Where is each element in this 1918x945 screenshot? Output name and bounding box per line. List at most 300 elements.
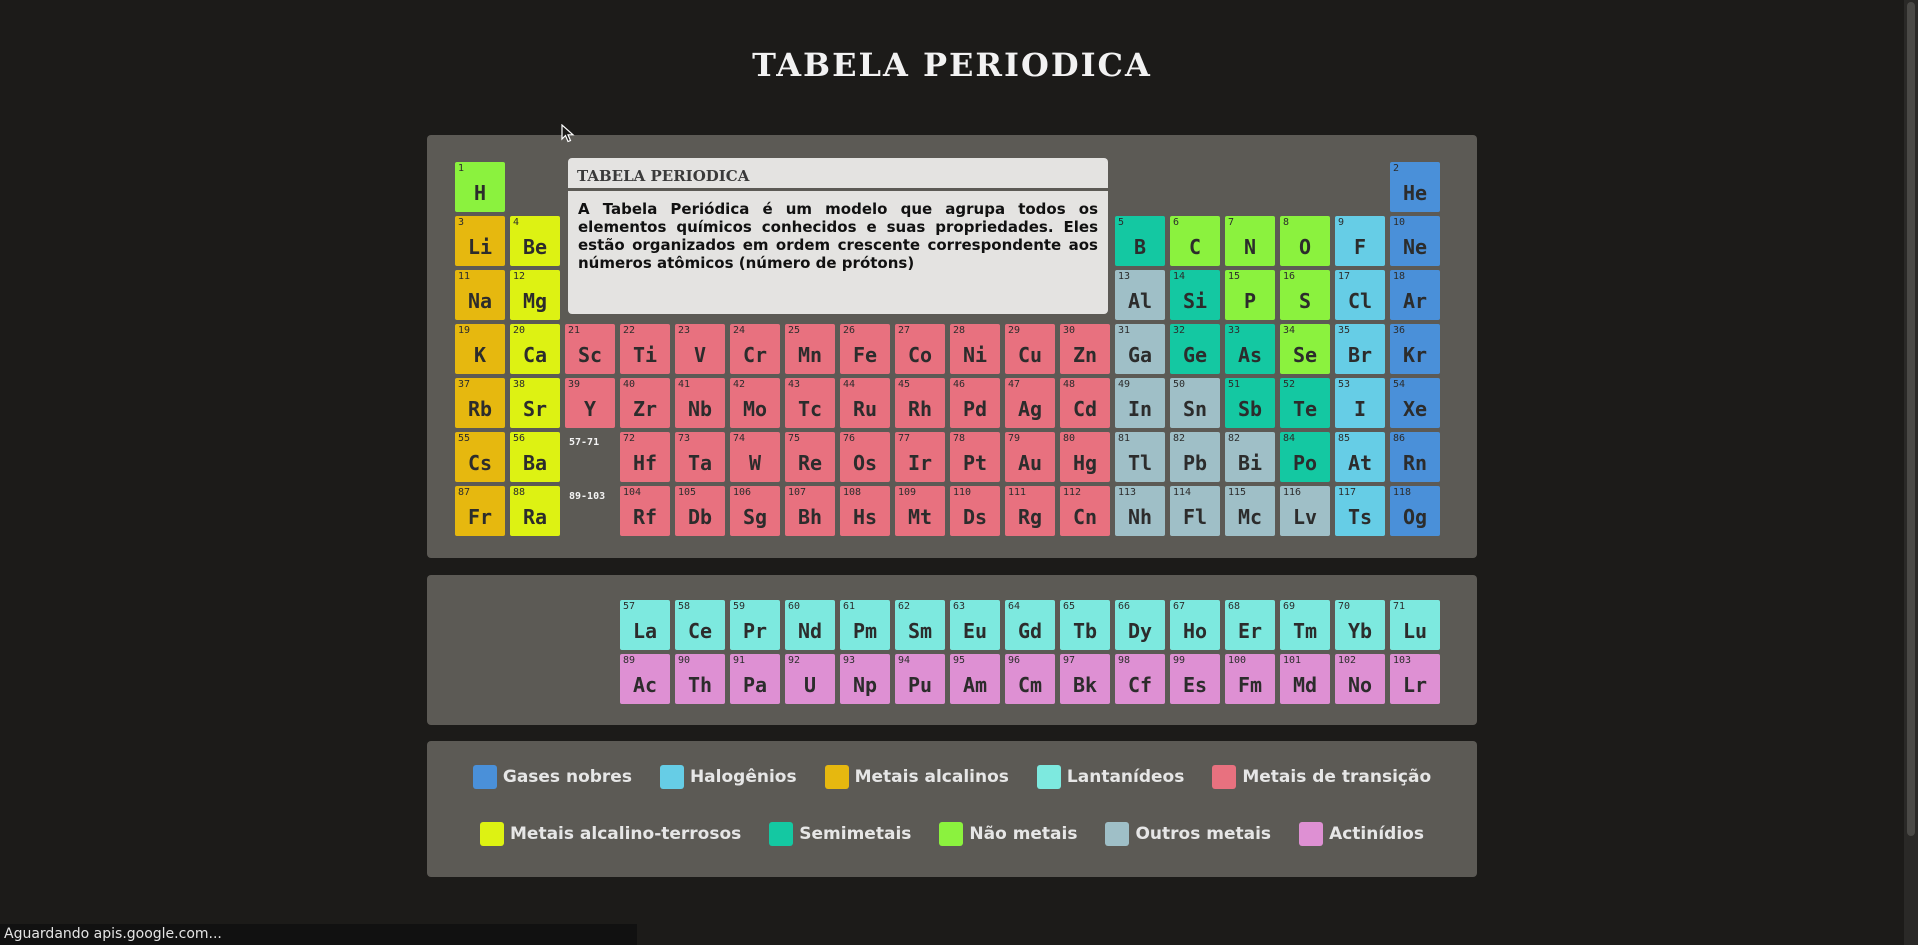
element-fr[interactable] xyxy=(455,486,505,536)
element-sb[interactable] xyxy=(1225,378,1275,428)
element-symbol: Ni xyxy=(962,343,988,367)
element-ti[interactable] xyxy=(620,324,670,374)
legend-label: Actinídios xyxy=(1329,824,1424,844)
legend-label: Outros metais xyxy=(1135,824,1272,844)
element-symbol: Bh xyxy=(797,505,823,529)
element-ac[interactable] xyxy=(620,654,670,704)
element-b[interactable] xyxy=(1115,216,1165,266)
element-po[interactable] xyxy=(1280,432,1330,482)
element-dy[interactable] xyxy=(1115,600,1165,650)
atomic-number: 59 xyxy=(733,601,746,612)
element-la[interactable] xyxy=(620,600,670,650)
atomic-number: 51 xyxy=(1228,379,1241,390)
element-in[interactable] xyxy=(1115,378,1165,428)
element-cu[interactable] xyxy=(1005,324,1055,374)
element-w[interactable] xyxy=(730,432,780,482)
element-ir[interactable] xyxy=(895,432,945,482)
atomic-number: 28 xyxy=(953,325,966,336)
element-bi[interactable] xyxy=(1225,432,1275,482)
element-symbol: Ga xyxy=(1127,343,1153,367)
element-rg[interactable] xyxy=(1005,486,1055,536)
element-al[interactable] xyxy=(1115,270,1165,320)
element-symbol: Md xyxy=(1292,673,1318,697)
atomic-number: 17 xyxy=(1338,271,1351,282)
element-at[interactable] xyxy=(1335,432,1385,482)
atomic-number: 68 xyxy=(1228,601,1241,612)
element-sn[interactable] xyxy=(1170,378,1220,428)
legend-swatch xyxy=(1105,822,1129,846)
atomic-number: 2 xyxy=(1393,163,1400,174)
element-cr[interactable] xyxy=(730,324,780,374)
atomic-number: 80 xyxy=(1063,433,1076,444)
element-symbol: Cr xyxy=(742,343,768,367)
element-symbol: Ge xyxy=(1182,343,1208,367)
element-symbol: Ce xyxy=(687,619,713,643)
element-nd[interactable] xyxy=(785,600,835,650)
element-bk[interactable] xyxy=(1060,654,1110,704)
element-db[interactable] xyxy=(675,486,725,536)
element-fe[interactable] xyxy=(840,324,890,374)
element-ca[interactable] xyxy=(510,324,560,374)
element-sc[interactable] xyxy=(565,324,615,374)
element-symbol: Co xyxy=(907,343,933,367)
element-symbol: Pu xyxy=(907,673,933,697)
atomic-number: 29 xyxy=(1008,325,1021,336)
legend-label: Não metais xyxy=(969,824,1078,844)
atomic-number: 82 xyxy=(1228,433,1241,444)
element-symbol: Ts xyxy=(1347,505,1373,529)
atomic-number: 99 xyxy=(1173,655,1186,666)
vertical-scrollbar[interactable] xyxy=(1904,0,1918,945)
element-symbol: Mg xyxy=(522,289,548,313)
element-na[interactable] xyxy=(455,270,505,320)
legend-swatch xyxy=(825,765,849,789)
element-ge[interactable] xyxy=(1170,324,1220,374)
element-sr[interactable] xyxy=(510,378,560,428)
element-og[interactable] xyxy=(1390,486,1440,536)
atomic-number: 78 xyxy=(953,433,966,444)
element-k[interactable] xyxy=(455,324,505,374)
legend-swatch xyxy=(473,765,497,789)
element-pm[interactable] xyxy=(840,600,890,650)
element-symbol: Sc xyxy=(577,343,603,367)
element-symbol: Mn xyxy=(797,343,823,367)
legend-swatch xyxy=(1212,765,1236,789)
element-cs[interactable] xyxy=(455,432,505,482)
element-hs[interactable] xyxy=(840,486,890,536)
element-symbol: Bk xyxy=(1072,673,1098,697)
element-symbol: Pb xyxy=(1182,451,1208,475)
atomic-number: 61 xyxy=(843,601,856,612)
atomic-number: 77 xyxy=(898,433,911,444)
element-symbol: Db xyxy=(687,505,713,529)
atomic-number: 10 xyxy=(1393,217,1406,228)
atomic-number: 97 xyxy=(1063,655,1076,666)
element-symbol: Ru xyxy=(852,397,878,421)
element-sm[interactable] xyxy=(895,600,945,650)
element-os[interactable] xyxy=(840,432,890,482)
element-symbol: C xyxy=(1188,235,1202,259)
atomic-number: 26 xyxy=(843,325,856,336)
atomic-number: 90 xyxy=(678,655,691,666)
element-ba[interactable] xyxy=(510,432,560,482)
element-symbol: Au xyxy=(1017,451,1043,475)
element-ar[interactable] xyxy=(1390,270,1440,320)
atomic-number: 46 xyxy=(953,379,966,390)
atomic-number: 64 xyxy=(1008,601,1021,612)
element-lr[interactable] xyxy=(1390,654,1440,704)
element-symbol: Al xyxy=(1127,289,1153,313)
element-pd[interactable] xyxy=(950,378,1000,428)
element-symbol: Po xyxy=(1292,451,1318,475)
element-eu[interactable] xyxy=(950,600,1000,650)
atomic-number: 102 xyxy=(1338,655,1357,666)
element-s[interactable] xyxy=(1280,270,1330,320)
atomic-number: 93 xyxy=(843,655,856,666)
element-pr[interactable] xyxy=(730,600,780,650)
element-yb[interactable] xyxy=(1335,600,1385,650)
element-symbol: B xyxy=(1133,235,1147,259)
atomic-number: 8 xyxy=(1283,217,1290,228)
atomic-number: 104 xyxy=(623,487,642,498)
element-symbol: I xyxy=(1353,397,1367,421)
element-symbol: Ar xyxy=(1402,289,1428,313)
atomic-number: 33 xyxy=(1228,325,1241,336)
element-nh[interactable] xyxy=(1115,486,1165,536)
legend-item xyxy=(660,765,797,789)
element-sg[interactable] xyxy=(730,486,780,536)
atomic-number: 112 xyxy=(1063,487,1082,498)
element-md[interactable] xyxy=(1280,654,1330,704)
element-ds[interactable] xyxy=(950,486,1000,536)
atomic-number: 63 xyxy=(953,601,966,612)
element-symbol: Sn xyxy=(1182,397,1208,421)
element-rn[interactable] xyxy=(1390,432,1440,482)
element-symbol: La xyxy=(632,619,658,643)
element-am[interactable] xyxy=(950,654,1000,704)
element-ga[interactable] xyxy=(1115,324,1165,374)
element-hg[interactable] xyxy=(1060,432,1110,482)
atomic-number: 101 xyxy=(1283,655,1302,666)
atomic-number: 12 xyxy=(513,271,526,282)
element-cl[interactable] xyxy=(1335,270,1385,320)
element-ni[interactable] xyxy=(950,324,1000,374)
element-pb[interactable] xyxy=(1170,432,1220,482)
element-rb[interactable] xyxy=(455,378,505,428)
element-ta[interactable] xyxy=(675,432,725,482)
atomic-number: 7 xyxy=(1228,217,1235,228)
element-o[interactable] xyxy=(1280,216,1330,266)
atomic-number: 16 xyxy=(1283,271,1296,282)
atomic-number: 37 xyxy=(458,379,471,390)
actinide-range-label: 89-103 xyxy=(569,491,606,502)
atomic-number: 57 xyxy=(623,601,636,612)
element-symbol: Sm xyxy=(907,619,933,643)
atomic-number: 79 xyxy=(1008,433,1021,444)
atomic-number: 100 xyxy=(1228,655,1247,666)
atomic-number: 92 xyxy=(788,655,801,666)
page-title: TABELA PERIODICA xyxy=(752,46,1152,84)
atomic-number: 49 xyxy=(1118,379,1131,390)
element-symbol: Mc xyxy=(1237,505,1263,529)
element-tm[interactable] xyxy=(1280,600,1330,650)
atomic-number: 103 xyxy=(1393,655,1412,666)
element-ts[interactable] xyxy=(1335,486,1385,536)
element-si[interactable] xyxy=(1170,270,1220,320)
element-u[interactable] xyxy=(785,654,835,704)
element-symbol: Mt xyxy=(907,505,933,529)
element-symbol: Fm xyxy=(1237,673,1263,697)
element-symbol: F xyxy=(1353,235,1367,259)
element-nb[interactable] xyxy=(675,378,725,428)
element-co[interactable] xyxy=(895,324,945,374)
legend-label: Metais alcalino-terrosos xyxy=(510,824,742,844)
element-zr[interactable] xyxy=(620,378,670,428)
atomic-number: 71 xyxy=(1393,601,1406,612)
atomic-number: 20 xyxy=(513,325,526,336)
element-symbol: Hs xyxy=(852,505,878,529)
atomic-number: 44 xyxy=(843,379,856,390)
element-p[interactable] xyxy=(1225,270,1275,320)
element-re[interactable] xyxy=(785,432,835,482)
element-symbol: Nb xyxy=(687,397,713,421)
atomic-number: 4 xyxy=(513,217,520,228)
element-ce[interactable] xyxy=(675,600,725,650)
atomic-number: 1 xyxy=(458,163,465,174)
element-symbol: Np xyxy=(852,673,878,697)
element-symbol: Os xyxy=(852,451,878,475)
element-pu[interactable] xyxy=(895,654,945,704)
legend-panel xyxy=(427,741,1477,877)
atomic-number: 5 xyxy=(1118,217,1125,228)
atomic-number: 42 xyxy=(733,379,746,390)
element-be[interactable] xyxy=(510,216,560,266)
element-symbol: Tb xyxy=(1072,619,1098,643)
legend-swatch xyxy=(1299,822,1323,846)
atomic-number: 43 xyxy=(788,379,801,390)
atomic-number: 41 xyxy=(678,379,691,390)
atomic-number: 82 xyxy=(1173,433,1186,444)
element-symbol: P xyxy=(1243,289,1257,313)
element-symbol: Lr xyxy=(1402,673,1428,697)
atomic-number: 116 xyxy=(1283,487,1302,498)
element-ho[interactable] xyxy=(1170,600,1220,650)
atomic-number: 38 xyxy=(513,379,526,390)
element-cn[interactable] xyxy=(1060,486,1110,536)
element-as[interactable] xyxy=(1225,324,1275,374)
element-ne[interactable] xyxy=(1390,216,1440,266)
element-symbol: Fr xyxy=(467,505,493,529)
element-se[interactable] xyxy=(1280,324,1330,374)
atomic-number: 73 xyxy=(678,433,691,444)
element-hf[interactable] xyxy=(620,432,670,482)
element-rh[interactable] xyxy=(895,378,945,428)
atomic-number: 6 xyxy=(1173,217,1180,228)
element-mn[interactable] xyxy=(785,324,835,374)
atomic-number: 98 xyxy=(1118,655,1131,666)
element-symbol: At xyxy=(1347,451,1373,475)
element-symbol: Lv xyxy=(1292,505,1318,529)
element-c[interactable] xyxy=(1170,216,1220,266)
atomic-number: 76 xyxy=(843,433,856,444)
element-cm[interactable] xyxy=(1005,654,1055,704)
element-mg[interactable] xyxy=(510,270,560,320)
legend-swatch xyxy=(769,822,793,846)
element-symbol: Rh xyxy=(907,397,933,421)
atomic-number: 36 xyxy=(1393,325,1406,336)
element-symbol: Pr xyxy=(742,619,768,643)
element-symbol: Ta xyxy=(687,451,713,475)
legend-swatch xyxy=(1037,765,1061,789)
element-symbol: Na xyxy=(467,289,493,313)
atomic-number: 91 xyxy=(733,655,746,666)
element-tb[interactable] xyxy=(1060,600,1110,650)
atomic-number: 34 xyxy=(1283,325,1296,336)
element-symbol: Ho xyxy=(1182,619,1208,643)
element-ra[interactable] xyxy=(510,486,560,536)
atomic-number: 74 xyxy=(733,433,746,444)
element-np[interactable] xyxy=(840,654,890,704)
element-symbol: Cl xyxy=(1347,289,1373,313)
element-symbol: Ba xyxy=(522,451,548,475)
element-tl[interactable] xyxy=(1115,432,1165,482)
element-mo[interactable] xyxy=(730,378,780,428)
atomic-number: 19 xyxy=(458,325,471,336)
element-symbol: Rg xyxy=(1017,505,1043,529)
legend-item xyxy=(939,822,1077,846)
element-symbol: Rf xyxy=(632,505,658,529)
element-th[interactable] xyxy=(675,654,725,704)
element-symbol: Am xyxy=(962,673,988,697)
element-symbol: Es xyxy=(1182,673,1208,697)
element-lu[interactable] xyxy=(1390,600,1440,650)
element-symbol: Hg xyxy=(1072,451,1098,475)
element-f[interactable] xyxy=(1335,216,1385,266)
element-te[interactable] xyxy=(1280,378,1330,428)
atomic-number: 75 xyxy=(788,433,801,444)
atomic-number: 18 xyxy=(1393,271,1406,282)
status-bar: Aguardando apis.google.com... xyxy=(0,924,637,945)
element-mc[interactable] xyxy=(1225,486,1275,536)
element-symbol: Ac xyxy=(632,673,658,697)
element-no[interactable] xyxy=(1335,654,1385,704)
element-bh[interactable] xyxy=(785,486,835,536)
atomic-number: 30 xyxy=(1063,325,1076,336)
element-xe[interactable] xyxy=(1390,378,1440,428)
element-rf[interactable] xyxy=(620,486,670,536)
scrollbar-thumb[interactable] xyxy=(1907,2,1915,836)
element-i[interactable] xyxy=(1335,378,1385,428)
element-symbol: Pa xyxy=(742,673,768,697)
element-pa[interactable] xyxy=(730,654,780,704)
element-symbol: Ir xyxy=(907,451,933,475)
element-li[interactable] xyxy=(455,216,505,266)
element-symbol: Sg xyxy=(742,505,768,529)
element-symbol: Te xyxy=(1292,397,1318,421)
element-he[interactable] xyxy=(1390,162,1440,212)
atomic-number: 110 xyxy=(953,487,972,498)
element-symbol: Tm xyxy=(1292,619,1318,643)
atomic-number: 35 xyxy=(1338,325,1351,336)
atomic-number: 69 xyxy=(1283,601,1296,612)
element-zn[interactable] xyxy=(1060,324,1110,374)
element-symbol: Eu xyxy=(962,619,988,643)
element-symbol: Bi xyxy=(1237,451,1263,475)
legend-item xyxy=(1212,765,1431,789)
atomic-number: 58 xyxy=(678,601,691,612)
element-cd[interactable] xyxy=(1060,378,1110,428)
element-symbol: Ag xyxy=(1017,397,1043,421)
element-ru[interactable] xyxy=(840,378,890,428)
element-es[interactable] xyxy=(1170,654,1220,704)
atomic-number: 3 xyxy=(458,217,465,228)
info-heading: TABELA PERIODICA xyxy=(568,158,1108,191)
atomic-number: 81 xyxy=(1118,433,1131,444)
element-br[interactable] xyxy=(1335,324,1385,374)
element-symbol: In xyxy=(1127,397,1153,421)
element-tc[interactable] xyxy=(785,378,835,428)
atomic-number: 14 xyxy=(1173,271,1186,282)
element-symbol: Ra xyxy=(522,505,548,529)
element-y[interactable] xyxy=(565,378,615,428)
element-symbol: Xe xyxy=(1402,397,1428,421)
atomic-number: 52 xyxy=(1283,379,1296,390)
element-er[interactable] xyxy=(1225,600,1275,650)
atomic-number: 115 xyxy=(1228,487,1247,498)
atomic-number: 54 xyxy=(1393,379,1406,390)
element-cf[interactable] xyxy=(1115,654,1165,704)
element-n[interactable] xyxy=(1225,216,1275,266)
atomic-number: 23 xyxy=(678,325,691,336)
element-symbol: Hf xyxy=(632,451,658,475)
element-symbol: Nh xyxy=(1127,505,1153,529)
element-kr[interactable] xyxy=(1390,324,1440,374)
element-symbol: N xyxy=(1243,235,1257,259)
atomic-number: 70 xyxy=(1338,601,1351,612)
element-pt[interactable] xyxy=(950,432,1000,482)
element-au[interactable] xyxy=(1005,432,1055,482)
element-symbol: Si xyxy=(1182,289,1208,313)
element-ag[interactable] xyxy=(1005,378,1055,428)
element-symbol: U xyxy=(803,673,817,697)
atomic-number: 96 xyxy=(1008,655,1021,666)
element-v[interactable] xyxy=(675,324,725,374)
atomic-number: 106 xyxy=(733,487,752,498)
atomic-number: 50 xyxy=(1173,379,1186,390)
element-gd[interactable] xyxy=(1005,600,1055,650)
atomic-number: 15 xyxy=(1228,271,1241,282)
element-symbol: Nd xyxy=(797,619,823,643)
atomic-number: 62 xyxy=(898,601,911,612)
element-h[interactable] xyxy=(455,162,505,212)
atomic-number: 39 xyxy=(568,379,581,390)
legend-swatch xyxy=(660,765,684,789)
atomic-number: 9 xyxy=(1338,217,1345,228)
legend-label: Semimetais xyxy=(799,824,912,844)
info-box xyxy=(568,158,1108,314)
element-symbol: Se xyxy=(1292,343,1318,367)
element-fl[interactable] xyxy=(1170,486,1220,536)
atomic-number: 47 xyxy=(1008,379,1021,390)
element-fm[interactable] xyxy=(1225,654,1275,704)
element-symbol: Cd xyxy=(1072,397,1098,421)
element-lv[interactable] xyxy=(1280,486,1330,536)
element-mt[interactable] xyxy=(895,486,945,536)
atomic-number: 107 xyxy=(788,487,807,498)
element-symbol: Pd xyxy=(962,397,988,421)
element-symbol: V xyxy=(693,343,707,367)
element-symbol: Tc xyxy=(797,397,823,421)
